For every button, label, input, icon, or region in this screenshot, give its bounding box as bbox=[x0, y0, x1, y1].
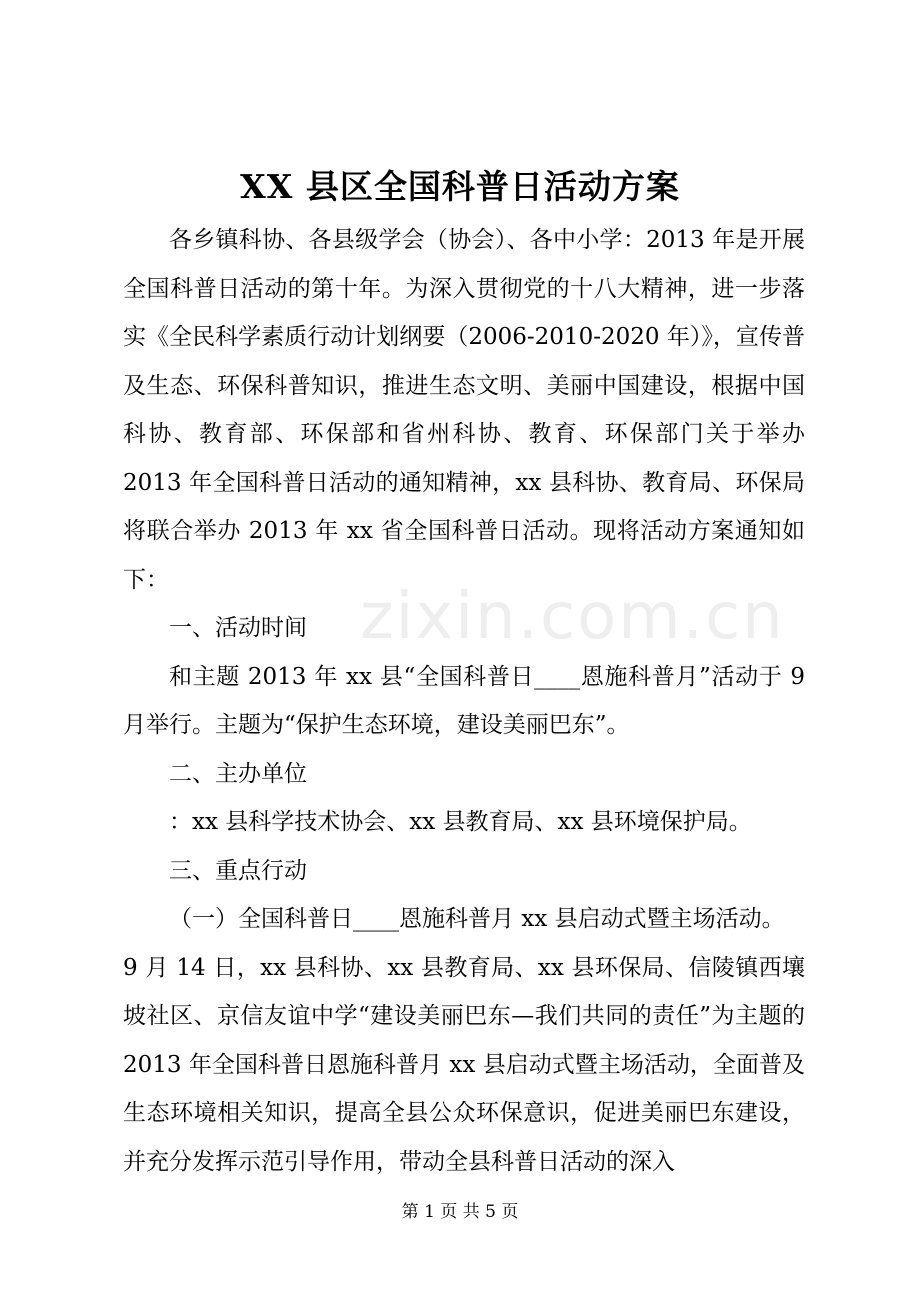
section-heading-time: 一、活动时间 bbox=[169, 615, 307, 641]
document-title: XX 县区全国科普日活动方案 bbox=[240, 167, 680, 206]
page-footer: 第 1 页 共 5 页 bbox=[401, 1202, 519, 1222]
paragraph-organizers: ：xx 县科学技术协会、xx 县教育局、xx 县环境保护局。 bbox=[169, 809, 752, 835]
section-heading-organizers: 二、主办单位 bbox=[169, 760, 307, 787]
paragraph-intro: 各乡镇科协、各县级学会（协会）、各中小学：2013 年是开展全国科普日活动的第十年。为深入贯彻党的十八大精神，进一步落实《全民科学素质行动计划纲要（2006-2010-2020 年）》，宣传普及生态、环保科普知识，推进生态文明、美丽中国建设，根据中国科协、教育部、环保部和省州科协、教育、环保部门关于举办 2013 年全国科普日活动的通知精神，xx 县科协、教育局、环保局将联合举办 2013 年 xx 省全国科普日活动。现将活动方案通知如下： bbox=[123, 227, 805, 593]
paragraph-action-one-body: 9 月 14 日，xx 县科协、xx 县教育局、xx 县环保局、信陵镇西壤坡社区、京信友谊中学“建设美丽巴东—我们共同的责任”为主题的 2013 年全国科普日恩施科普月 xx 县启动式暨主场活动，全面普及生态环境相关知识，提高全县公众环保意识，促进美丽巴东建设，并充分发挥示范引导作用，带动全县科普日活动的深入 bbox=[123, 954, 805, 1175]
section-heading-actions: 三、重点行动 bbox=[169, 857, 307, 884]
paragraph-theme: 和主题 2013 年 xx 县“全国科普日____恩施科普月”活动于 9 月举行。主题为“保护生态环境，建设美丽巴东”。 bbox=[123, 663, 805, 738]
watermark-logo: zixin.com.cn bbox=[360, 580, 785, 654]
document-body bbox=[123, 216, 805, 1186]
paragraph-action-one-heading: （一）全国科普日____恩施科普月 xx 县启动式暨主场活动。 bbox=[169, 906, 785, 932]
